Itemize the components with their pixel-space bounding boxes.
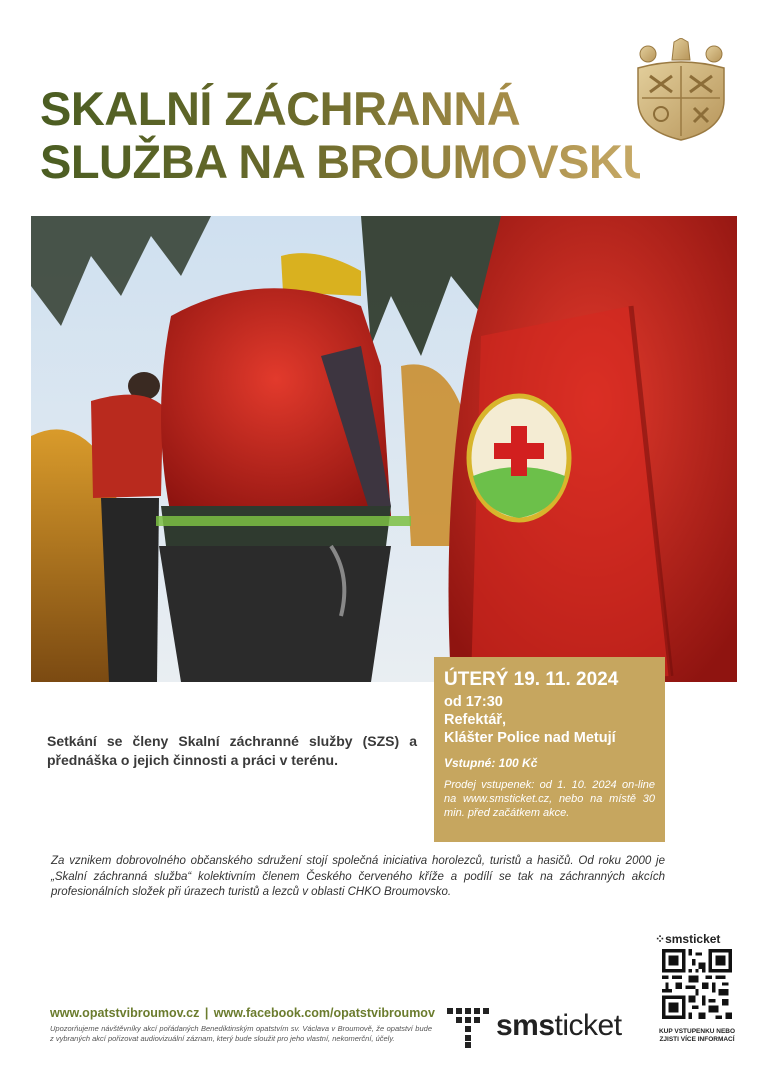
qr-brand-label: smsticket — [665, 932, 721, 946]
event-place-line-2: Klášter Police nad Metují — [444, 730, 616, 746]
event-price: Vstupné: 100 Kč — [444, 756, 538, 770]
website-link[interactable]: www.opatstvibroumov.cz — [50, 1006, 200, 1020]
red-cross-patch-icon — [465, 392, 573, 524]
rescue-team-photo — [31, 216, 737, 682]
sms-logo-bold: sms — [496, 1009, 555, 1042]
event-place-line-1: Refektář, — [444, 712, 507, 728]
qr-caption: KUP VSTUPENKU NEBO ZJISTI VÍCE INFORMACÍ — [658, 1028, 736, 1043]
organisation-history: Za vznikem dobrovolného občanského sdružení stojí společná iniciativa horolezců, turistů a hasičů. Od roku 2000 je „Skalní záchranná služba“ kolektivním členem Českého červeného kříže a podílí se tak na záchranných akcích profesionálních složek při úrazech turistů a lezců v oblasti CHKO Broumovsko. — [51, 855, 665, 898]
qr-code-icon[interactable] — [662, 949, 732, 1019]
event-info-box — [434, 657, 665, 842]
smsticket-logo[interactable] — [447, 1004, 647, 1050]
event-time: od 17:30 — [444, 694, 503, 710]
link-separator: | — [204, 1006, 209, 1020]
footer-links — [50, 1006, 440, 1020]
qr-code-block[interactable] — [655, 932, 741, 1044]
benedictine-abbey-crest-icon — [628, 38, 734, 142]
smsticket-dot-mark-icon — [447, 1008, 491, 1048]
facebook-link[interactable]: www.facebook.com/opatstvibroumov — [213, 1006, 435, 1020]
qr-brand — [655, 932, 741, 946]
event-date: ÚTERÝ 19. 11. 2024 — [444, 669, 619, 690]
title-line-2: SLUŽBA NA BROUMOVSKU — [40, 135, 656, 188]
event-description: Setkání se členy Skalní záchranné služby (SZS) a přednáška o jejich činnosti a práci v terénu. — [47, 733, 417, 768]
ticket-sales-info: Prodej vstupenek: od 1. 10. 2024 on-line na www.smsticket.cz, nebo na místě 30 min. před začátkem akce. — [444, 779, 655, 819]
smsticket-small-mark-icon: ⁘ — [655, 932, 666, 946]
title-line-1: SKALNÍ ZÁCHRANNÁ — [40, 82, 521, 135]
poster-title — [40, 82, 656, 188]
sms-logo-light: ticket — [554, 1009, 622, 1042]
recording-disclaimer: Upozorňujeme návštěvníky akcí pořádaných Benediktinským opatstvím sv. Václava v Broumově, že opatství bude z vybraných akcí pořizovat audiovizuální záznam, který bude sloužit pro jeho vlastní, nekomerční, účely. — [50, 1024, 432, 1043]
